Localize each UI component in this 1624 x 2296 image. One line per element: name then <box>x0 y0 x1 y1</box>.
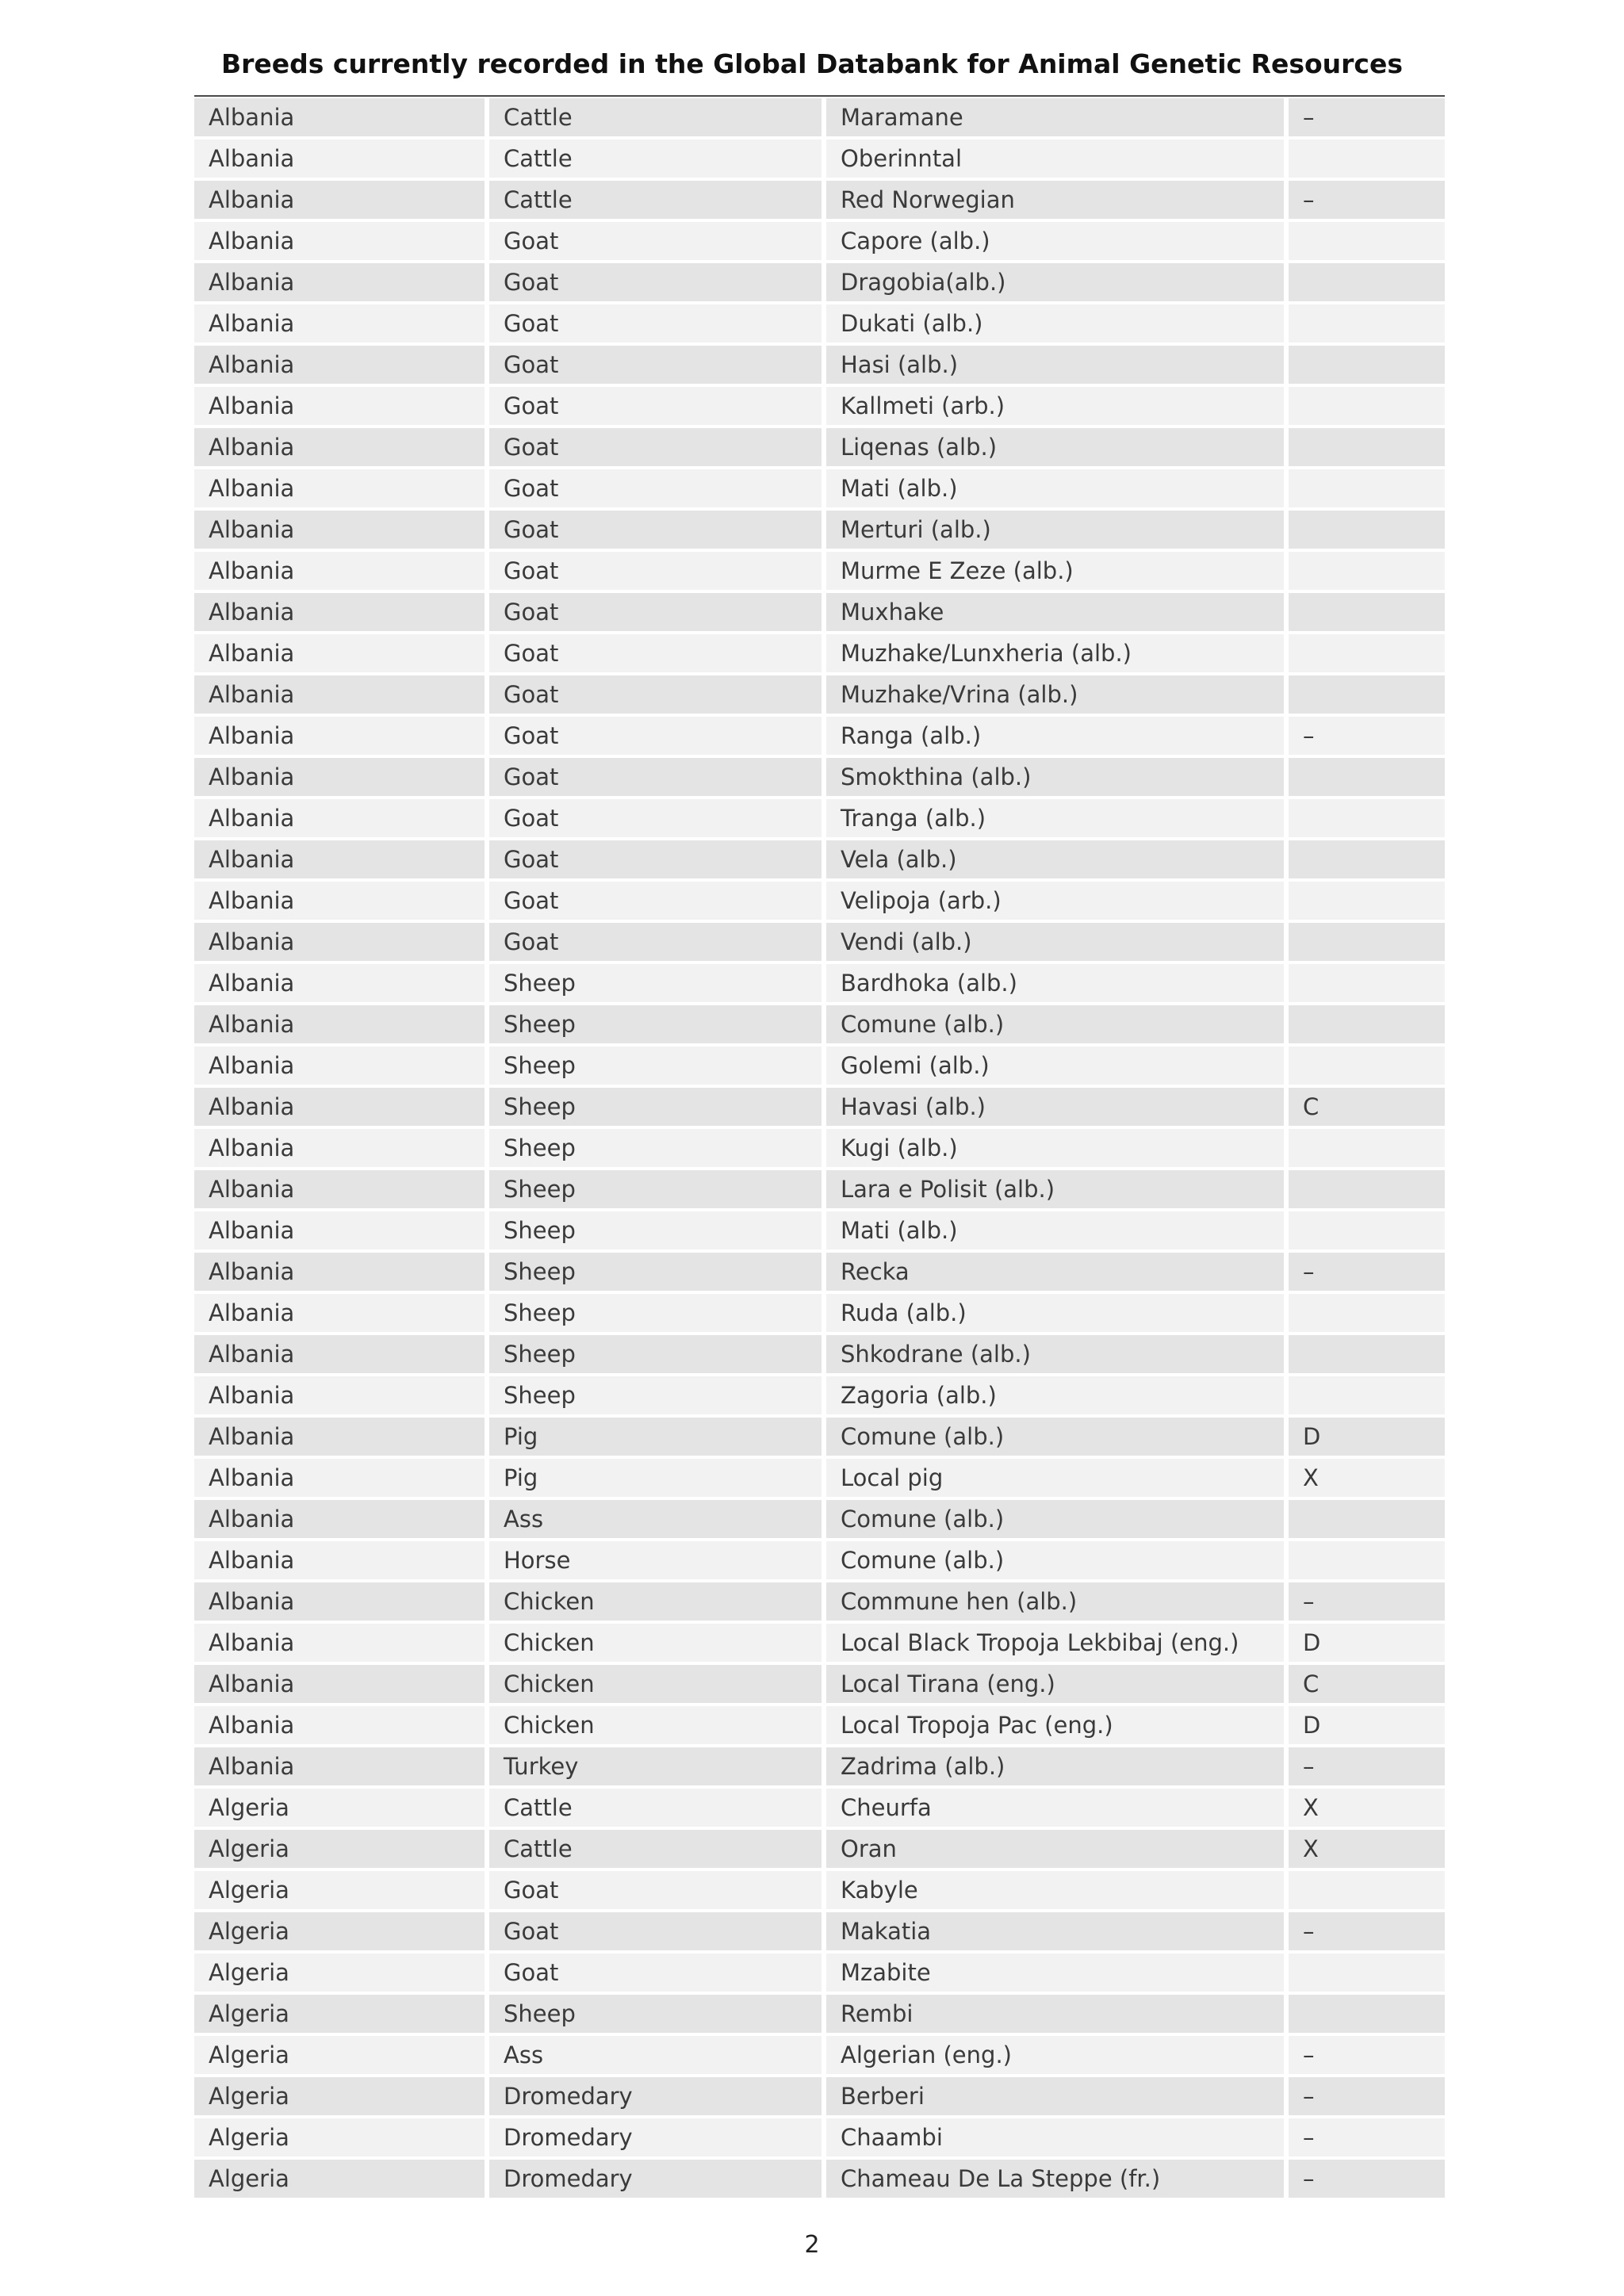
country-cell: Algeria <box>194 1954 489 1995</box>
table-row <box>194 1376 1445 1418</box>
species-cell: Goat <box>489 758 826 799</box>
species-cell: Sheep <box>489 1088 826 1129</box>
table-row <box>194 1211 1445 1253</box>
table-row <box>194 1459 1445 1500</box>
table-row <box>194 675 1445 717</box>
table-row <box>194 552 1445 593</box>
country-cell: Algeria <box>194 1995 489 2036</box>
risk-status-cell <box>1289 799 1445 840</box>
table-row <box>194 222 1445 263</box>
table-row <box>194 263 1445 304</box>
risk-status-cell: – <box>1289 2036 1445 2077</box>
country-cell: Albania <box>194 1665 489 1706</box>
table-row <box>194 1294 1445 1335</box>
country-cell: Albania <box>194 304 489 346</box>
country-cell: Albania <box>194 923 489 964</box>
country-cell: Algeria <box>194 2077 489 2118</box>
table-row <box>194 1912 1445 1954</box>
species-cell: Sheep <box>489 1253 826 1294</box>
country-cell: Algeria <box>194 2118 489 2160</box>
species-cell: Dromedary <box>489 2118 826 2160</box>
breed-name-cell: Liqenas (alb.) <box>826 428 1289 469</box>
species-cell: Goat <box>489 1954 826 1995</box>
table-row <box>194 2118 1445 2160</box>
country-cell: Albania <box>194 1129 489 1170</box>
table-row <box>194 1871 1445 1912</box>
country-cell: Albania <box>194 1335 489 1376</box>
country-cell: Albania <box>194 222 489 263</box>
table-row <box>194 346 1445 387</box>
table-row <box>194 1088 1445 1129</box>
table-row <box>194 304 1445 346</box>
country-cell: Albania <box>194 263 489 304</box>
breed-name-cell: Comune (alb.) <box>826 1005 1289 1047</box>
risk-status-cell <box>1289 1376 1445 1418</box>
species-cell: Cattle <box>489 140 826 181</box>
risk-status-cell: D <box>1289 1624 1445 1665</box>
risk-status-cell: – <box>1289 2077 1445 2118</box>
table-row <box>194 428 1445 469</box>
risk-status-cell <box>1289 1995 1445 2036</box>
risk-status-cell: X <box>1289 1830 1445 1871</box>
risk-status-cell <box>1289 511 1445 552</box>
table-row <box>194 799 1445 840</box>
breed-name-cell: Ranga (alb.) <box>826 717 1289 758</box>
risk-status-cell: – <box>1289 1747 1445 1789</box>
species-cell: Sheep <box>489 964 826 1005</box>
risk-status-cell: – <box>1289 181 1445 222</box>
table-row <box>194 882 1445 923</box>
table-row <box>194 964 1445 1005</box>
species-cell: Horse <box>489 1541 826 1582</box>
breed-name-cell: Chameau De La Steppe (fr.) <box>826 2160 1289 2201</box>
breed-name-cell: Hasi (alb.) <box>826 346 1289 387</box>
breed-name-cell: Zadrima (alb.) <box>826 1747 1289 1789</box>
table-row <box>194 593 1445 634</box>
risk-status-cell <box>1289 840 1445 882</box>
country-cell: Albania <box>194 140 489 181</box>
breed-name-cell: Cheurfa <box>826 1789 1289 1830</box>
breed-name-cell: Murme E Zeze (alb.) <box>826 552 1289 593</box>
country-cell: Albania <box>194 1005 489 1047</box>
country-cell: Algeria <box>194 1789 489 1830</box>
species-cell: Chicken <box>489 1624 826 1665</box>
breed-name-cell: Oran <box>826 1830 1289 1871</box>
risk-status-cell: – <box>1289 1912 1445 1954</box>
table-row <box>194 1541 1445 1582</box>
species-cell: Ass <box>489 2036 826 2077</box>
risk-status-cell: – <box>1289 1582 1445 1624</box>
risk-status-cell <box>1289 428 1445 469</box>
species-cell: Sheep <box>489 1335 826 1376</box>
breed-name-cell: Mati (alb.) <box>826 469 1289 511</box>
table-row <box>194 1418 1445 1459</box>
risk-status-cell <box>1289 758 1445 799</box>
species-cell: Goat <box>489 511 826 552</box>
table-row <box>194 140 1445 181</box>
table-row <box>194 2160 1445 2201</box>
risk-status-cell: – <box>1289 2160 1445 2201</box>
breed-name-cell: Comune (alb.) <box>826 1500 1289 1541</box>
table-row <box>194 1665 1445 1706</box>
country-cell: Albania <box>194 717 489 758</box>
breed-name-cell: Kabyle <box>826 1871 1289 1912</box>
species-cell: Sheep <box>489 1170 826 1211</box>
country-cell: Albania <box>194 1047 489 1088</box>
breed-name-cell: Mati (alb.) <box>826 1211 1289 1253</box>
species-cell: Cattle <box>489 1789 826 1830</box>
country-cell: Albania <box>194 346 489 387</box>
country-cell: Albania <box>194 593 489 634</box>
table-row <box>194 1789 1445 1830</box>
country-cell: Algeria <box>194 2036 489 2077</box>
risk-status-cell <box>1289 1871 1445 1912</box>
risk-status-cell: – <box>1289 2118 1445 2160</box>
species-cell: Goat <box>489 717 826 758</box>
table-row <box>194 1747 1445 1789</box>
breed-name-cell: Local Tropoja Pac (eng.) <box>826 1706 1289 1747</box>
risk-status-cell <box>1289 1047 1445 1088</box>
breed-name-cell: Lara e Polisit (alb.) <box>826 1170 1289 1211</box>
risk-status-cell <box>1289 140 1445 181</box>
country-cell: Algeria <box>194 1912 489 1954</box>
country-cell: Albania <box>194 1170 489 1211</box>
species-cell: Sheep <box>489 1995 826 2036</box>
risk-status-cell: C <box>1289 1088 1445 1129</box>
country-cell: Albania <box>194 1088 489 1129</box>
breed-name-cell: Muzhake/Lunxheria (alb.) <box>826 634 1289 675</box>
breed-name-cell: Merturi (alb.) <box>826 511 1289 552</box>
table-row <box>194 840 1445 882</box>
risk-status-cell <box>1289 964 1445 1005</box>
breed-name-cell: Commune hen (alb.) <box>826 1582 1289 1624</box>
table-row <box>194 511 1445 552</box>
risk-status-cell <box>1289 1005 1445 1047</box>
species-cell: Goat <box>489 387 826 428</box>
risk-status-cell <box>1289 1954 1445 1995</box>
species-cell: Goat <box>489 222 826 263</box>
risk-status-cell <box>1289 1170 1445 1211</box>
risk-status-cell <box>1289 263 1445 304</box>
country-cell: Algeria <box>194 1830 489 1871</box>
table-row <box>194 469 1445 511</box>
species-cell: Goat <box>489 552 826 593</box>
breed-name-cell: Recka <box>826 1253 1289 1294</box>
breed-name-cell: Capore (alb.) <box>826 222 1289 263</box>
breed-name-cell: Golemi (alb.) <box>826 1047 1289 1088</box>
species-cell: Ass <box>489 1500 826 1541</box>
breed-name-cell: Muxhake <box>826 593 1289 634</box>
table-row <box>194 717 1445 758</box>
breed-name-cell: Chaambi <box>826 2118 1289 2160</box>
country-cell: Albania <box>194 675 489 717</box>
table-row <box>194 1706 1445 1747</box>
country-cell: Albania <box>194 758 489 799</box>
table-row <box>194 1047 1445 1088</box>
species-cell: Sheep <box>489 1211 826 1253</box>
country-cell: Albania <box>194 428 489 469</box>
risk-status-cell <box>1289 923 1445 964</box>
country-cell: Albania <box>194 469 489 511</box>
breed-name-cell: Kallmeti (arb.) <box>826 387 1289 428</box>
risk-status-cell <box>1289 469 1445 511</box>
table-row <box>194 2077 1445 2118</box>
risk-status-cell <box>1289 1541 1445 1582</box>
country-cell: Albania <box>194 387 489 428</box>
risk-status-cell <box>1289 552 1445 593</box>
page-number: 2 <box>804 2231 820 2259</box>
table-row <box>194 387 1445 428</box>
table-row <box>194 2036 1445 2077</box>
risk-status-cell: – <box>1289 1253 1445 1294</box>
table-row <box>194 181 1445 222</box>
table-row <box>194 98 1445 140</box>
risk-status-cell <box>1289 1211 1445 1253</box>
species-cell: Goat <box>489 923 826 964</box>
species-cell: Goat <box>489 593 826 634</box>
country-cell: Algeria <box>194 2160 489 2201</box>
species-cell: Sheep <box>489 1047 826 1088</box>
risk-status-cell: X <box>1289 1459 1445 1500</box>
breed-name-cell: Smokthina (alb.) <box>826 758 1289 799</box>
breed-name-cell: Dukati (alb.) <box>826 304 1289 346</box>
breed-name-cell: Havasi (alb.) <box>826 1088 1289 1129</box>
country-cell: Albania <box>194 181 489 222</box>
risk-status-cell: – <box>1289 98 1445 140</box>
breed-name-cell: Algerian (eng.) <box>826 2036 1289 2077</box>
country-cell: Albania <box>194 882 489 923</box>
risk-status-cell: D <box>1289 1706 1445 1747</box>
breed-name-cell: Zagoria (alb.) <box>826 1376 1289 1418</box>
table-row <box>194 1170 1445 1211</box>
risk-status-cell <box>1289 222 1445 263</box>
country-cell: Albania <box>194 1376 489 1418</box>
breed-name-cell: Tranga (alb.) <box>826 799 1289 840</box>
breed-name-cell: Makatia <box>826 1912 1289 1954</box>
breed-name-cell: Comune (alb.) <box>826 1541 1289 1582</box>
risk-status-cell <box>1289 1129 1445 1170</box>
risk-status-cell <box>1289 1335 1445 1376</box>
country-cell: Albania <box>194 1253 489 1294</box>
species-cell: Goat <box>489 882 826 923</box>
species-cell: Goat <box>489 634 826 675</box>
title-rule <box>194 95 1445 97</box>
country-cell: Albania <box>194 1706 489 1747</box>
species-cell: Turkey <box>489 1747 826 1789</box>
risk-status-cell <box>1289 882 1445 923</box>
country-cell: Albania <box>194 98 489 140</box>
species-cell: Goat <box>489 428 826 469</box>
breed-name-cell: Oberinntal <box>826 140 1289 181</box>
risk-status-cell: – <box>1289 717 1445 758</box>
species-cell: Sheep <box>489 1129 826 1170</box>
country-cell: Albania <box>194 552 489 593</box>
species-cell: Chicken <box>489 1665 826 1706</box>
table-row <box>194 1830 1445 1871</box>
country-cell: Albania <box>194 840 489 882</box>
species-cell: Chicken <box>489 1706 826 1747</box>
species-cell: Goat <box>489 1871 826 1912</box>
risk-status-cell: X <box>1289 1789 1445 1830</box>
breed-name-cell: Rembi <box>826 1995 1289 2036</box>
risk-status-cell <box>1289 675 1445 717</box>
breed-name-cell: Local Tirana (eng.) <box>826 1665 1289 1706</box>
breed-name-cell: Mzabite <box>826 1954 1289 1995</box>
table-row <box>194 1500 1445 1541</box>
country-cell: Albania <box>194 634 489 675</box>
table-row <box>194 634 1445 675</box>
breed-name-cell: Velipoja (arb.) <box>826 882 1289 923</box>
breeds-table-body <box>194 98 1445 2201</box>
breed-name-cell: Ruda (alb.) <box>826 1294 1289 1335</box>
species-cell: Goat <box>489 675 826 717</box>
breed-name-cell: Berberi <box>826 2077 1289 2118</box>
country-cell: Albania <box>194 964 489 1005</box>
table-row <box>194 758 1445 799</box>
breed-name-cell: Local Black Tropoja Lekbibaj (eng.) <box>826 1624 1289 1665</box>
breed-name-cell: Local pig <box>826 1459 1289 1500</box>
country-cell: Albania <box>194 1500 489 1541</box>
species-cell: Sheep <box>489 1005 826 1047</box>
table-row <box>194 923 1445 964</box>
country-cell: Albania <box>194 1747 489 1789</box>
breed-name-cell: Shkodrane (alb.) <box>826 1335 1289 1376</box>
breed-name-cell: Muzhake/Vrina (alb.) <box>826 675 1289 717</box>
species-cell: Cattle <box>489 98 826 140</box>
risk-status-cell <box>1289 304 1445 346</box>
country-cell: Albania <box>194 1459 489 1500</box>
risk-status-cell <box>1289 346 1445 387</box>
page-title: Breeds currently recorded in the Global Databank for Animal Genetic Resources <box>220 48 1404 79</box>
table-row <box>194 1253 1445 1294</box>
species-cell: Goat <box>489 469 826 511</box>
species-cell: Goat <box>489 840 826 882</box>
country-cell: Albania <box>194 1294 489 1335</box>
risk-status-cell: D <box>1289 1418 1445 1459</box>
species-cell: Goat <box>489 346 826 387</box>
species-cell: Sheep <box>489 1294 826 1335</box>
breeds-table <box>194 98 1445 2201</box>
species-cell: Dromedary <box>489 2077 826 2118</box>
breed-name-cell: Vela (alb.) <box>826 840 1289 882</box>
species-cell: Cattle <box>489 1830 826 1871</box>
country-cell: Albania <box>194 1418 489 1459</box>
species-cell: Cattle <box>489 181 826 222</box>
table-row <box>194 1335 1445 1376</box>
species-cell: Dromedary <box>489 2160 826 2201</box>
risk-status-cell <box>1289 387 1445 428</box>
risk-status-cell <box>1289 1500 1445 1541</box>
species-cell: Pig <box>489 1418 826 1459</box>
species-cell: Goat <box>489 799 826 840</box>
breed-name-cell: Dragobia(alb.) <box>826 263 1289 304</box>
country-cell: Albania <box>194 1582 489 1624</box>
country-cell: Albania <box>194 1541 489 1582</box>
breed-name-cell: Vendi (alb.) <box>826 923 1289 964</box>
species-cell: Goat <box>489 1912 826 1954</box>
breed-name-cell: Bardhoka (alb.) <box>826 964 1289 1005</box>
risk-status-cell: C <box>1289 1665 1445 1706</box>
table-row <box>194 1005 1445 1047</box>
risk-status-cell <box>1289 1294 1445 1335</box>
country-cell: Albania <box>194 1211 489 1253</box>
table-row <box>194 1995 1445 2036</box>
breed-name-cell: Maramane <box>826 98 1289 140</box>
table-row <box>194 1582 1445 1624</box>
species-cell: Goat <box>489 304 826 346</box>
species-cell: Pig <box>489 1459 826 1500</box>
country-cell: Albania <box>194 511 489 552</box>
breed-name-cell: Kugi (alb.) <box>826 1129 1289 1170</box>
country-cell: Albania <box>194 799 489 840</box>
species-cell: Sheep <box>489 1376 826 1418</box>
species-cell: Chicken <box>489 1582 826 1624</box>
table-row <box>194 1624 1445 1665</box>
country-cell: Albania <box>194 1624 489 1665</box>
species-cell: Goat <box>489 263 826 304</box>
risk-status-cell <box>1289 593 1445 634</box>
table-row <box>194 1129 1445 1170</box>
breed-name-cell: Comune (alb.) <box>826 1418 1289 1459</box>
risk-status-cell <box>1289 634 1445 675</box>
breed-name-cell: Red Norwegian <box>826 181 1289 222</box>
table-row <box>194 1954 1445 1995</box>
country-cell: Algeria <box>194 1871 489 1912</box>
